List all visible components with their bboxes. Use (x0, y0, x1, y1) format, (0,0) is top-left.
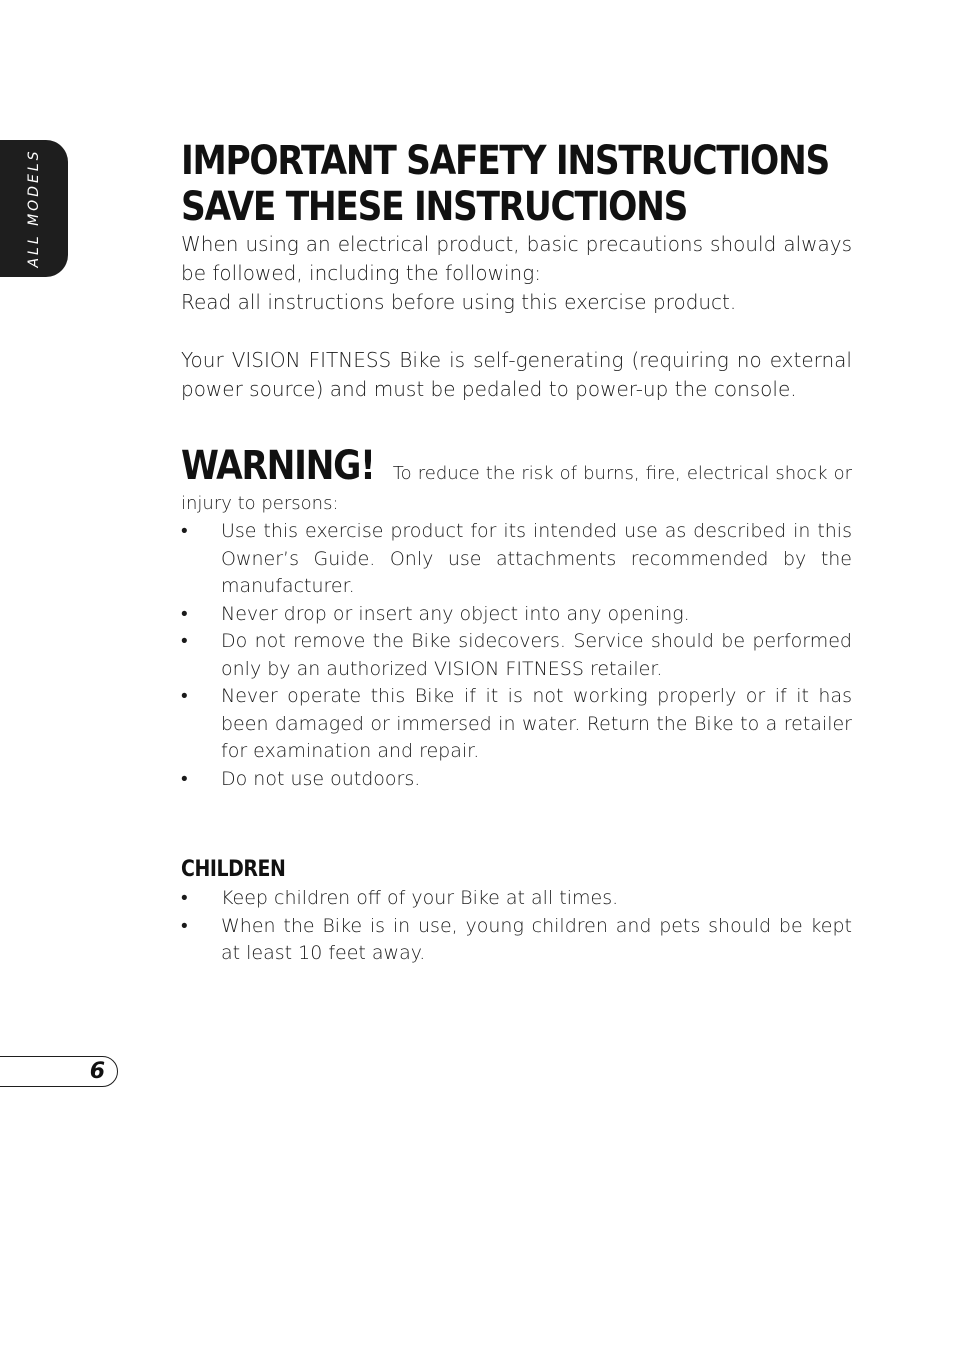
intro-paragraph-2: Read all instructions before using this exercise product. (181, 290, 737, 314)
warning-section (181, 443, 853, 793)
list-item (181, 885, 852, 913)
list-item (181, 913, 852, 968)
list-item (181, 601, 852, 629)
warning-label: WARNING! (181, 443, 375, 489)
bullet-icon: • (181, 767, 188, 790)
list-item-text: Use this exercise product for its intended use as described in this Owner’s Guide. Only use attachments recommended by the manufacturer. (221, 520, 852, 597)
list-item-text: Keep children off of your Bike at all times. (221, 887, 619, 909)
list-item (181, 683, 852, 766)
page-content (181, 138, 852, 968)
warning-intro (181, 443, 853, 518)
bullet-icon: • (181, 685, 188, 707)
list-item (181, 628, 852, 683)
bullet-icon: • (181, 520, 188, 542)
list-item-text: When the Bike is in use, young children and pets should be kept at least 10 feet away. (221, 914, 852, 964)
children-heading: CHILDREN (181, 857, 286, 882)
paragraph-spacer (181, 317, 852, 346)
list-item-text: Do not remove the Bike sidecovers. Service should be performed only by an authorized VISION FITNESS retailer. (221, 630, 852, 680)
bullet-icon: • (181, 887, 188, 909)
intro-paragraph-3: Your VISION FITNESS Bike is self-generating (requiring no external power source) and must be pedaled to power-up the console. (181, 348, 852, 401)
title-line-1: IMPORTANT SAFETY INSTRUCTIONS (181, 138, 829, 184)
section-side-tab (0, 140, 68, 277)
list-item-text: Do not use outdoors. (221, 767, 421, 790)
list-item (181, 518, 852, 601)
children-list (181, 885, 852, 968)
page-number-tab (0, 1056, 118, 1087)
warning-list (181, 518, 852, 793)
bullet-icon: • (181, 630, 188, 652)
list-item-text: Never operate this Bike if it is not working properly or if it has been damaged or immersed in water. Return the Bike to a retailer for examination and repair. (221, 685, 852, 762)
title-line-2: SAVE THESE INSTRUCTIONS (181, 184, 688, 230)
page-title (181, 138, 850, 230)
page-number: 6 (89, 1059, 105, 1084)
side-tab-label: ALL MODELS (26, 148, 42, 268)
list-item-text: Never drop or insert any object into any opening. (221, 602, 690, 625)
list-item (181, 766, 852, 794)
bullet-icon: • (181, 602, 188, 625)
warning-text: To reduce the risk of burns, fire, electrical shock or injury to persons: (181, 463, 853, 514)
intro-paragraph-1: When using an electrical product, basic precautions should always be followed, including the following: (181, 232, 852, 285)
bullet-icon: • (181, 914, 188, 937)
